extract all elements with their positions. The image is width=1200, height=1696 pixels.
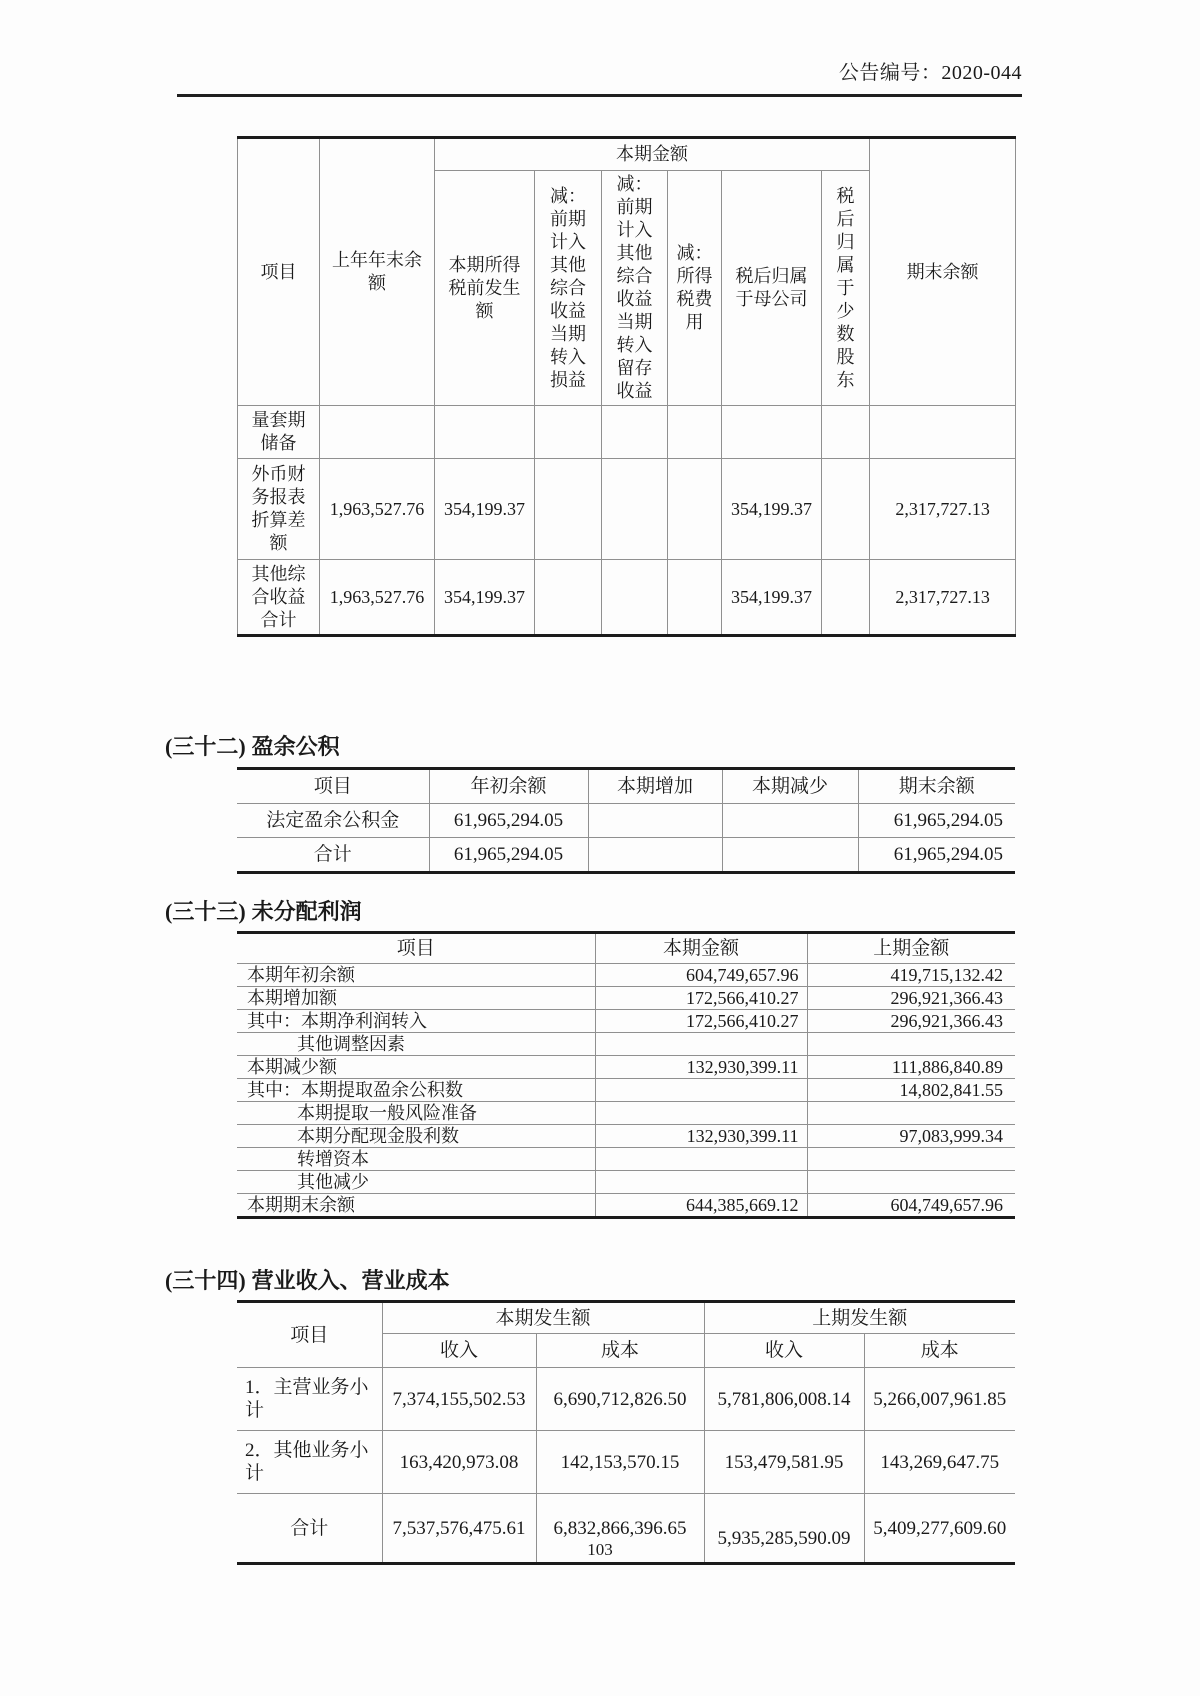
cell-value: 172,566,410.27 [595,1010,807,1033]
cell-value: 61,965,294.05 [429,838,588,873]
col-header-after-tax-parent: 税后归属于母公司 [722,171,822,406]
row-label: 本期增加额 [237,987,595,1010]
row-label: 其中：本期提取盈余公积数 [237,1079,595,1102]
table-row [237,1171,1015,1194]
cell-value [822,406,870,459]
row-label: 合计 [237,1494,382,1564]
cell-value [807,1171,1015,1194]
cell-value: 354,199.37 [435,560,535,636]
section-title: 盈余公积 [251,734,340,759]
col-header-current-amount: 本期金额 [595,933,807,964]
row-label: 本期年初余额 [237,964,595,987]
cell-value: 2,317,727.13 [870,459,1016,560]
cell-value [722,406,822,459]
table-row [237,1056,1015,1079]
surplus-reserve-table [237,767,1015,874]
page-number: 103 [587,1540,613,1559]
cell-value [602,406,668,459]
table-row [237,1194,1015,1218]
col-header-opening-balance: 年初余额 [429,769,588,804]
section-title: 营业收入、营业成本 [251,1268,450,1293]
cell-value: 61,965,294.05 [429,804,588,838]
row-label: 其中：本期净利润转入 [237,1010,595,1033]
cell-value: 604,749,657.96 [595,964,807,987]
cell-value [602,560,668,636]
cell-value: 143,269,647.75 [864,1431,1015,1494]
table-row [237,1148,1015,1171]
revenue-cost-table [237,1300,1015,1565]
cell-value: 1,963,527.76 [320,459,435,560]
table-row [237,1368,1015,1431]
oci-table [237,136,1016,637]
cell-value: 2,317,727.13 [870,560,1016,636]
col-header-less-to-profit: 减：前期计入其他综合收益当期转入损益 [535,171,602,406]
table-row [237,987,1015,1010]
table-row [238,560,1016,636]
section-number: (三十三) [165,899,246,924]
cell-value [535,459,602,560]
table-row [237,838,1015,873]
retained-earnings-table [237,931,1015,1219]
row-label: 转增资本 [237,1148,595,1171]
cell-value [535,560,602,636]
cell-value: 6,690,712,826.50 [536,1368,704,1431]
row-label: 本期分配现金股利数 [237,1125,595,1148]
col-header-pretax: 本期所得税前发生额 [435,171,535,406]
cell-value: 296,921,366.43 [807,987,1015,1010]
col-group-current-period: 本期发生额 [382,1302,704,1334]
section-number: (三十二) [165,734,246,759]
cell-value: 111,886,840.89 [807,1056,1015,1079]
cell-value: 5,781,806,008.14 [704,1368,864,1431]
cell-value: 61,965,294.05 [858,838,1015,873]
table-row [237,1010,1015,1033]
section-number: (三十四) [165,1268,246,1293]
cell-value [602,459,668,560]
cell-value: 132,930,399.11 [595,1056,807,1079]
cell-value [595,1033,807,1056]
cell-value [595,1171,807,1194]
row-label: 1．主营业务小计 [237,1368,382,1431]
section-heading-32 [165,735,1200,759]
col-group-current-period: 本期金额 [435,138,870,171]
cell-value [595,1148,807,1171]
cell-value: 354,199.37 [722,459,822,560]
col-header-revenue-prior: 收入 [704,1334,864,1368]
col-header-item: 项目 [237,769,429,804]
col-header-item: 项目 [238,138,320,406]
row-label: 其他综合收益合计 [238,560,320,636]
cell-value [535,406,602,459]
col-header-after-tax-minority: 税后归属于少数股东 [822,171,870,406]
cell-value [588,804,722,838]
table-row [237,1431,1015,1494]
cell-value-offset: 5,935,285,590.09 [717,1527,851,1549]
row-label: 本期减少额 [237,1056,595,1079]
col-header-less-income-tax: 减：所得税费用 [668,171,722,406]
section-heading-33 [165,900,1200,924]
cell-value [668,560,722,636]
col-header-cost-current: 成本 [536,1334,704,1368]
row-label: 2．其他业务小计 [237,1431,382,1494]
col-header-prior-amount: 上期金额 [807,933,1015,964]
section-heading-34 [165,1269,1200,1293]
header-rule [177,94,1022,97]
cell-value: 354,199.37 [722,560,822,636]
row-label: 量套期储备 [238,406,320,459]
row-label: 合计 [237,838,429,873]
table-row [237,804,1015,838]
col-group-prior-period: 上期发生额 [704,1302,1015,1334]
cell-value [722,804,858,838]
cell-value [870,406,1016,459]
row-label: 其他调整因素 [237,1033,595,1056]
col-header-less-to-retained: 减：前期计入其他综合收益当期转入留存收益 [602,171,668,406]
col-header-cost-prior: 成本 [864,1334,1015,1368]
cell-value: 163,420,973.08 [382,1431,536,1494]
col-header-revenue-current: 收入 [382,1334,536,1368]
table-row [238,406,1016,459]
col-header-item: 项目 [237,933,595,964]
cell-value [822,459,870,560]
cell-value [595,1102,807,1125]
cell-value: 153,479,581.95 [704,1431,864,1494]
cell-value: 419,715,132.42 [807,964,1015,987]
cell-value [595,1079,807,1102]
cell-value: 5,409,277,609.60 [864,1494,1015,1564]
cell-value: 354,199.37 [435,459,535,560]
cell-value [435,406,535,459]
notice-number: 公告编号：2020-044 [838,62,1022,84]
cell-value [807,1033,1015,1056]
cell-value: 6,832,866,396.65 [536,1494,704,1564]
row-label: 本期提取一般风险准备 [237,1102,595,1125]
cell-value [320,406,435,459]
cell-value [722,838,858,873]
row-label: 其他减少 [237,1171,595,1194]
cell-value: 14,802,841.55 [807,1079,1015,1102]
col-header-item: 项目 [237,1302,382,1368]
cell-value [668,406,722,459]
cell-value: 97,083,999.34 [807,1125,1015,1148]
row-label: 法定盈余公积金 [237,804,429,838]
cell-value: 142,153,570.15 [536,1431,704,1494]
cell-value: 7,374,155,502.53 [382,1368,536,1431]
col-header-ending-balance: 期末余额 [858,769,1015,804]
cell-value [807,1102,1015,1125]
row-label: 本期期末余额 [237,1194,595,1218]
cell-value: 644,385,669.12 [595,1194,807,1218]
cell-value: 1,963,527.76 [320,560,435,636]
cell-value: 296,921,366.43 [807,1010,1015,1033]
cell-value: 132,930,399.11 [595,1125,807,1148]
table-row [237,1033,1015,1056]
col-header-prev-year-balance: 上年年末余额 [320,138,435,406]
cell-value [822,560,870,636]
cell-value [807,1148,1015,1171]
cell-value: 604,749,657.96 [807,1194,1015,1218]
cell-value: 5,266,007,961.85 [864,1368,1015,1431]
table-row [237,1125,1015,1148]
col-header-decrease: 本期减少 [722,769,858,804]
cell-value: 7,537,576,475.61 [382,1494,536,1564]
col-header-ending-balance: 期末余额 [870,138,1016,406]
table-row [237,964,1015,987]
cell-value [668,459,722,560]
cell-value: 61,965,294.05 [858,804,1015,838]
section-title: 未分配利润 [251,899,362,924]
cell-value: 172,566,410.27 [595,987,807,1010]
cell-value [588,838,722,873]
table-row [237,1079,1015,1102]
row-label: 外币财务报表折算差额 [238,459,320,560]
table-row [238,459,1016,560]
col-header-increase: 本期增加 [588,769,722,804]
table-row [237,1102,1015,1125]
